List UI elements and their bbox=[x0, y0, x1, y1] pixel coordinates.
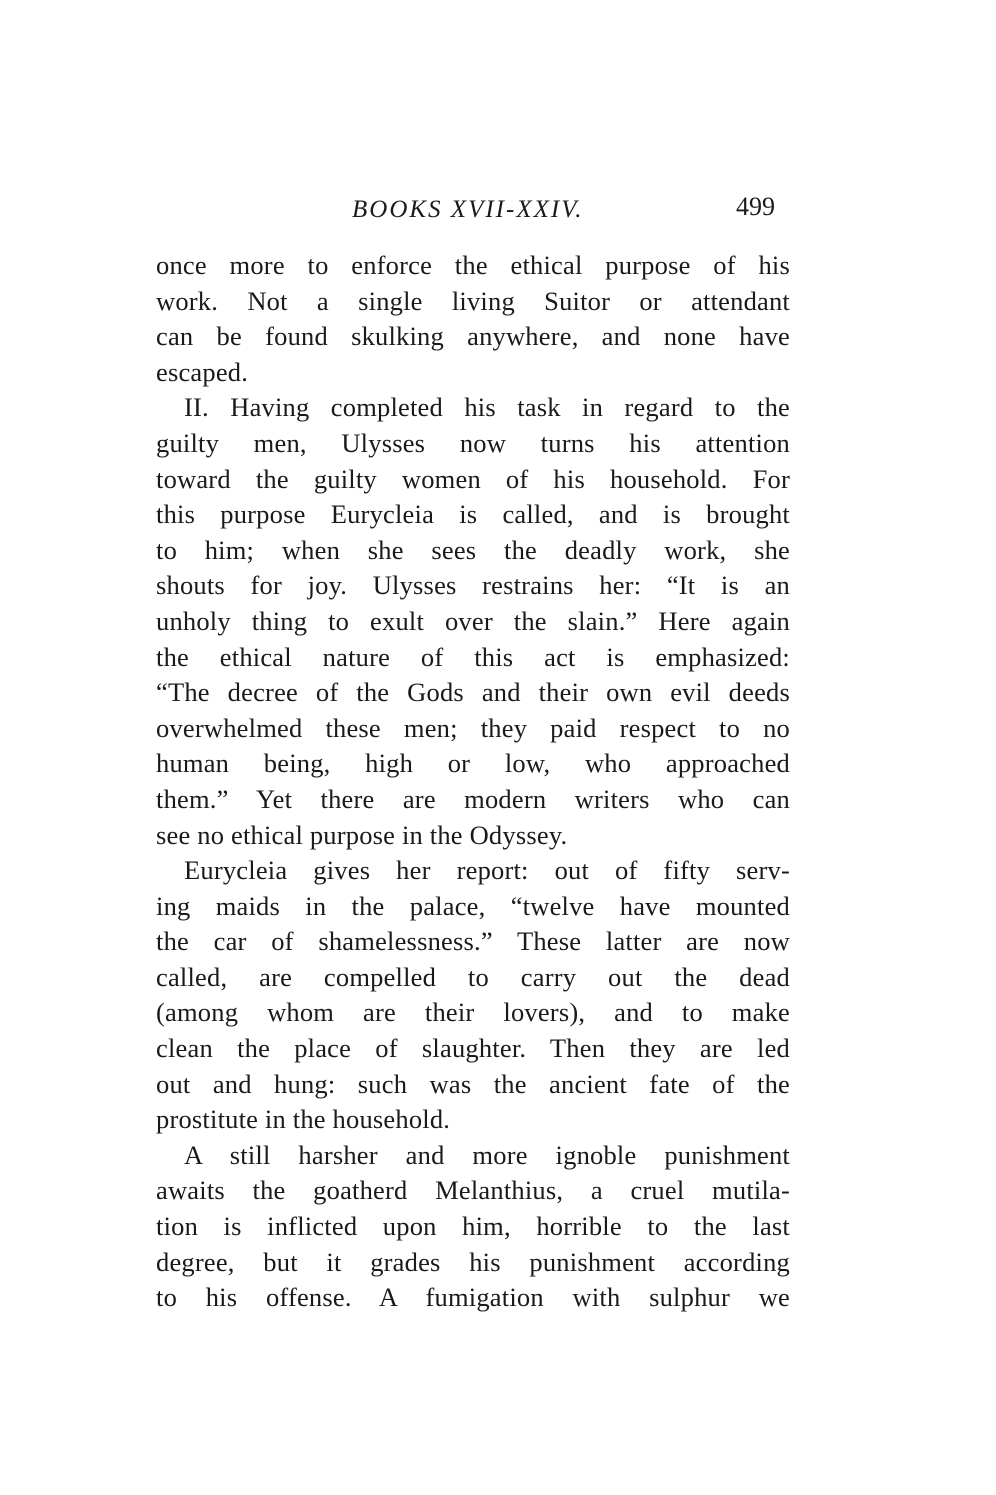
text-line: ing maids in the palace, “twelve have mounted bbox=[156, 890, 790, 921]
text-line: can be found skulking anywhere, and none have bbox=[156, 321, 790, 352]
text-line: the car of shamelessness.” These latter are now bbox=[156, 926, 790, 957]
text-line: prostitute in the household. bbox=[156, 1104, 451, 1135]
text-line: unholy thing to exult over the slain.” Here again bbox=[156, 605, 790, 636]
text-line: out and hung: such was the ancient fate of the bbox=[156, 1068, 790, 1099]
text-line: to him; when she sees the deadly work, she bbox=[156, 534, 790, 565]
page-header bbox=[0, 188, 996, 228]
text-line: awaits the goatherd Melanthius, a cruel mutila- bbox=[156, 1175, 790, 1206]
body-text bbox=[156, 248, 790, 1316]
text-line: II. Having completed his task in regard to the bbox=[184, 392, 790, 423]
text-line: tion is inflicted upon him, horrible to the last bbox=[156, 1211, 790, 1242]
text-line: guilty men, Ulysses now turns his attention bbox=[156, 427, 790, 458]
text-line: “The decree of the Gods and their own evil deeds bbox=[156, 677, 790, 708]
text-line: degree, but it grades his punishment according bbox=[156, 1246, 790, 1277]
text-line: (among whom are their lovers), and to make bbox=[156, 997, 790, 1028]
running-head: BOOKS XVII-XXIV. bbox=[352, 196, 584, 223]
text-line: them.” Yet there are modern writers who can bbox=[156, 783, 790, 814]
text-line: called, are compelled to carry out the dead bbox=[156, 961, 790, 992]
text-line: human being, high or low, who approached bbox=[156, 748, 790, 779]
text-line: see no ethical purpose in the Odyssey. bbox=[156, 819, 568, 850]
text-line: work. Not a single living Suitor or attendant bbox=[156, 285, 790, 316]
text-line: Eurycleia gives her report: out of fifty serv- bbox=[184, 855, 790, 886]
text-line: the ethical nature of this act is emphasized: bbox=[156, 641, 790, 672]
text-line: overwhelmed these men; they paid respect to no bbox=[156, 712, 790, 743]
page-number: 499 bbox=[736, 192, 775, 221]
text-line: toward the guilty women of his household. For bbox=[156, 463, 790, 494]
text-line: A still harsher and more ignoble punishment bbox=[184, 1139, 790, 1170]
text-line: shouts for joy. Ulysses restrains her: “It is an bbox=[156, 570, 790, 601]
text-line: escaped. bbox=[156, 356, 249, 387]
text-line: this purpose Eurycleia is called, and is brought bbox=[156, 499, 790, 530]
text-line: once more to enforce the ethical purpose of his bbox=[156, 250, 790, 280]
text-line: clean the place of slaughter. Then they are led bbox=[156, 1033, 790, 1064]
text-line: to his offense. A fumigation with sulphur we bbox=[156, 1282, 790, 1313]
